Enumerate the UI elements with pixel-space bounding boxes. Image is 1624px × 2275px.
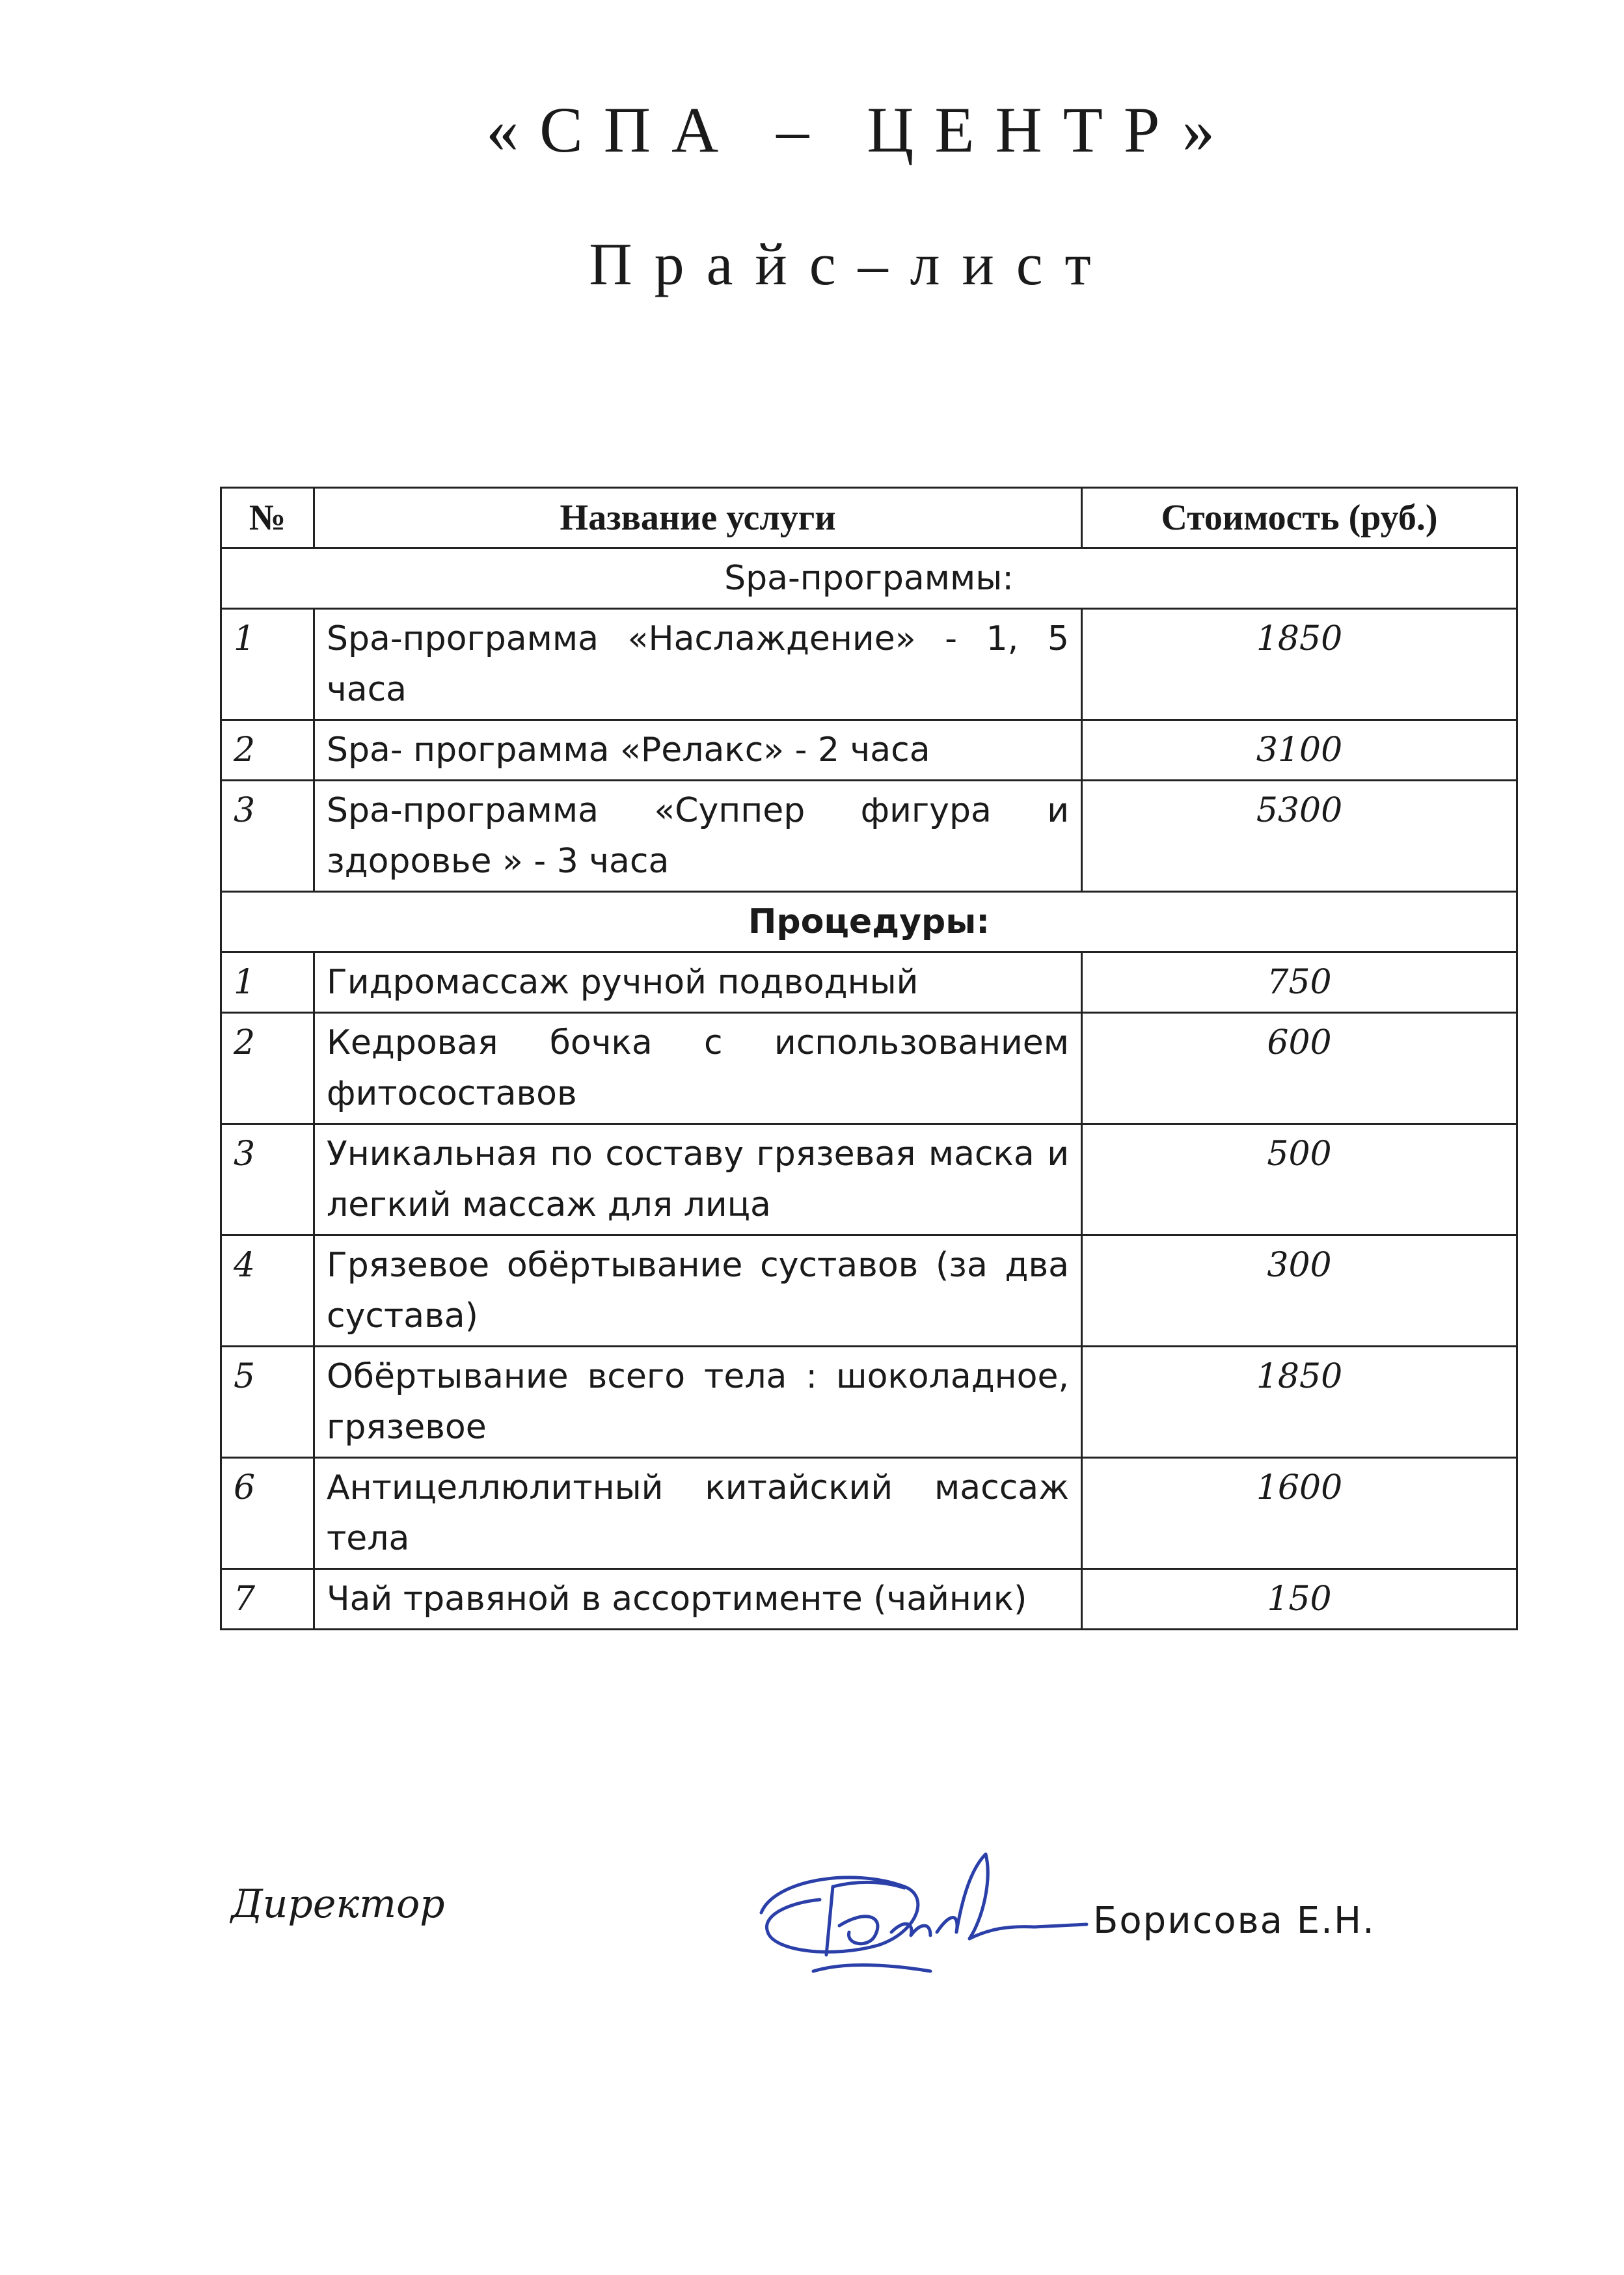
service-name: Уникальная по составу грязевая маска и легкий массаж для лица [314, 1124, 1082, 1235]
signature-icon [735, 1841, 1100, 1991]
service-price: 3100 [1082, 720, 1517, 781]
table-row [221, 1569, 1517, 1630]
row-number: 2 [221, 720, 314, 781]
row-number: 5 [221, 1347, 314, 1458]
column-header-number: № [221, 488, 314, 548]
service-price: 500 [1082, 1124, 1517, 1235]
section-title: Spa-программы: [221, 548, 1517, 609]
director-label: Директор [231, 1881, 445, 1927]
table-body [221, 548, 1517, 1630]
table-row [221, 720, 1517, 781]
section-title: Процедуры: [221, 892, 1517, 952]
service-price: 600 [1082, 1013, 1517, 1124]
table-row [221, 1458, 1517, 1569]
table-row [221, 1347, 1517, 1458]
service-name: Spa-программа «Наслаждение» - 1, 5 часа [314, 609, 1082, 720]
row-number: 7 [221, 1569, 314, 1630]
service-price: 1850 [1082, 1347, 1517, 1458]
service-name: Чай травяной в ассортименте (чайник) [314, 1569, 1082, 1630]
service-price: 1600 [1082, 1458, 1517, 1569]
service-name: Антицеллюлитный китайский массаж тела [314, 1458, 1082, 1569]
document-title: «СПА – ЦЕНТР» [486, 94, 1236, 166]
service-name: Гидромассаж ручной подводный [314, 952, 1082, 1013]
row-number: 2 [221, 1013, 314, 1124]
section-row [221, 892, 1517, 952]
price-table [220, 487, 1518, 1630]
service-name: Spa-программа «Суппер фигура и здоровье » - 3 часа [314, 781, 1082, 892]
table-row [221, 1124, 1517, 1235]
table-header-row [221, 488, 1517, 548]
service-price: 1850 [1082, 609, 1517, 720]
row-number: 3 [221, 781, 314, 892]
service-name: Обёртывание всего тела : шоколадное, грязевое [314, 1347, 1082, 1458]
document-subtitle: Прайс–лист [589, 231, 1113, 297]
table-row [221, 952, 1517, 1013]
column-header-service: Название услуги [314, 488, 1082, 548]
row-number: 1 [221, 952, 314, 1013]
service-price: 150 [1082, 1569, 1517, 1630]
service-name: Кедровая бочка с использованием фитосоставов [314, 1013, 1082, 1124]
service-price: 750 [1082, 952, 1517, 1013]
row-number: 6 [221, 1458, 314, 1569]
service-name: Spa- программа «Релакс» - 2 часа [314, 720, 1082, 781]
table-row [221, 609, 1517, 720]
table-row [221, 781, 1517, 892]
row-number: 1 [221, 609, 314, 720]
service-price: 5300 [1082, 781, 1517, 892]
section-row [221, 548, 1517, 609]
row-number: 4 [221, 1235, 314, 1347]
column-header-price: Стоимость (руб.) [1082, 488, 1517, 548]
service-name: Грязевое обёртывание суставов (за два сустава) [314, 1235, 1082, 1347]
table-row [221, 1235, 1517, 1347]
table-row [221, 1013, 1517, 1124]
service-price: 300 [1082, 1235, 1517, 1347]
row-number: 3 [221, 1124, 314, 1235]
signer-name: Борисова Е.Н. [1093, 1900, 1375, 1942]
